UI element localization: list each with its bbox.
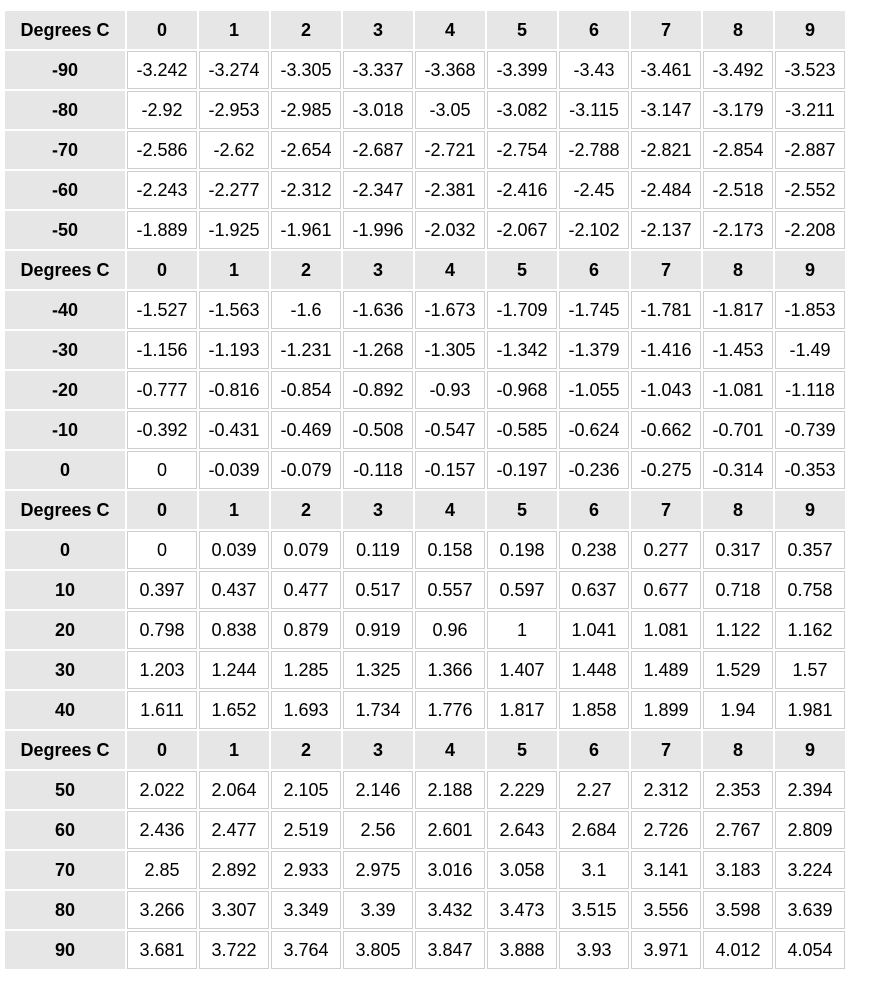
value-cell: -0.547	[415, 411, 485, 449]
header-row	[5, 491, 845, 529]
value-cell: -3.305	[271, 51, 341, 89]
value-cell: -3.274	[199, 51, 269, 89]
value-cell: 0.437	[199, 571, 269, 609]
value-cell: 0.758	[775, 571, 845, 609]
value-cell: -0.118	[343, 451, 413, 489]
value-cell: 2.892	[199, 851, 269, 889]
header-digit-cell: 2	[271, 251, 341, 289]
value-cell: 1.693	[271, 691, 341, 729]
value-cell: 0.238	[559, 531, 629, 569]
value-cell: 3.058	[487, 851, 557, 889]
value-cell: 3.888	[487, 931, 557, 969]
value-cell: -2.137	[631, 211, 701, 249]
value-cell: -2.985	[271, 91, 341, 129]
value-cell: -0.968	[487, 371, 557, 409]
value-cell: -2.243	[127, 171, 197, 209]
table-row	[5, 331, 845, 369]
value-cell: 2.477	[199, 811, 269, 849]
value-cell: -1.745	[559, 291, 629, 329]
value-cell: -2.92	[127, 91, 197, 129]
value-cell: 3.971	[631, 931, 701, 969]
table-row	[5, 291, 845, 329]
header-digit-cell: 6	[559, 491, 629, 529]
value-cell: 2.229	[487, 771, 557, 809]
value-cell: -2.347	[343, 171, 413, 209]
value-cell: 4.012	[703, 931, 773, 969]
value-cell: -0.314	[703, 451, 773, 489]
value-cell: 1.448	[559, 651, 629, 689]
row-label-cell: 90	[5, 931, 125, 969]
value-cell: -1.081	[703, 371, 773, 409]
value-cell: 0.317	[703, 531, 773, 569]
header-digit-cell: 6	[559, 251, 629, 289]
value-cell: 2.643	[487, 811, 557, 849]
value-cell: -2.687	[343, 131, 413, 169]
value-cell: 1.244	[199, 651, 269, 689]
row-label-cell: 60	[5, 811, 125, 849]
row-label-cell: 0	[5, 531, 125, 569]
table-row	[5, 371, 845, 409]
table-row	[5, 691, 845, 729]
page	[3, 9, 847, 971]
value-cell: -2.953	[199, 91, 269, 129]
value-cell: -1.118	[775, 371, 845, 409]
header-digit-cell: 7	[631, 251, 701, 289]
header-digit-cell: 5	[487, 11, 557, 49]
value-cell: 1.041	[559, 611, 629, 649]
value-cell: 2.394	[775, 771, 845, 809]
value-cell: -1.6	[271, 291, 341, 329]
header-digit-cell: 2	[271, 11, 341, 49]
value-cell: 2.27	[559, 771, 629, 809]
value-cell: -3.43	[559, 51, 629, 89]
value-cell: 1.94	[703, 691, 773, 729]
value-cell: -0.431	[199, 411, 269, 449]
row-label-cell: 30	[5, 651, 125, 689]
value-cell: 2.146	[343, 771, 413, 809]
value-cell: 1.285	[271, 651, 341, 689]
value-cell: 3.432	[415, 891, 485, 929]
value-cell: -2.821	[631, 131, 701, 169]
value-cell: 0.277	[631, 531, 701, 569]
header-digit-cell: 4	[415, 731, 485, 769]
value-cell: 0.798	[127, 611, 197, 649]
value-cell: 0.477	[271, 571, 341, 609]
value-cell: -3.337	[343, 51, 413, 89]
value-cell: -3.115	[559, 91, 629, 129]
value-cell: -1.563	[199, 291, 269, 329]
header-digit-cell: 0	[127, 731, 197, 769]
value-cell: -0.392	[127, 411, 197, 449]
value-cell: -1.055	[559, 371, 629, 409]
value-cell: -2.754	[487, 131, 557, 169]
header-digit-cell: 3	[343, 731, 413, 769]
value-cell: 0.079	[271, 531, 341, 569]
value-cell: -0.93	[415, 371, 485, 409]
header-digit-cell: 9	[775, 491, 845, 529]
value-cell: 3.016	[415, 851, 485, 889]
value-cell: 3.224	[775, 851, 845, 889]
value-cell: 3.266	[127, 891, 197, 929]
row-label-cell: -80	[5, 91, 125, 129]
row-label-cell: -60	[5, 171, 125, 209]
value-cell: -3.492	[703, 51, 773, 89]
value-cell: -3.179	[703, 91, 773, 129]
value-cell: 0.597	[487, 571, 557, 609]
value-cell: -3.05	[415, 91, 485, 129]
value-cell: -0.854	[271, 371, 341, 409]
value-cell: 0.517	[343, 571, 413, 609]
value-cell: 2.312	[631, 771, 701, 809]
value-cell: -0.275	[631, 451, 701, 489]
header-digit-cell: 0	[127, 251, 197, 289]
value-cell: 3.349	[271, 891, 341, 929]
value-cell: 3.764	[271, 931, 341, 969]
value-cell: -0.197	[487, 451, 557, 489]
value-cell: 1.899	[631, 691, 701, 729]
header-digit-cell: 3	[343, 251, 413, 289]
value-cell: -1.817	[703, 291, 773, 329]
value-cell: -1.379	[559, 331, 629, 369]
value-cell: -2.887	[775, 131, 845, 169]
header-digit-cell: 5	[487, 491, 557, 529]
table-row	[5, 451, 845, 489]
value-cell: 0.919	[343, 611, 413, 649]
header-digit-cell: 9	[775, 11, 845, 49]
value-cell: -1.193	[199, 331, 269, 369]
value-cell: -0.039	[199, 451, 269, 489]
value-cell: -0.662	[631, 411, 701, 449]
value-cell: 2.975	[343, 851, 413, 889]
header-digit-cell: 7	[631, 491, 701, 529]
value-cell: 2.726	[631, 811, 701, 849]
header-row	[5, 251, 845, 289]
table-row	[5, 91, 845, 129]
value-cell: 1.162	[775, 611, 845, 649]
value-cell: 2.436	[127, 811, 197, 849]
value-cell: 1.817	[487, 691, 557, 729]
value-cell: -2.102	[559, 211, 629, 249]
value-cell: 3.639	[775, 891, 845, 929]
table-row	[5, 51, 845, 89]
value-cell: -1.305	[415, 331, 485, 369]
value-cell: 0.119	[343, 531, 413, 569]
table-row	[5, 851, 845, 889]
value-cell: -2.854	[703, 131, 773, 169]
value-cell: -2.586	[127, 131, 197, 169]
row-label-cell: 80	[5, 891, 125, 929]
value-cell: -0.585	[487, 411, 557, 449]
value-cell: 2.56	[343, 811, 413, 849]
table-row	[5, 571, 845, 609]
header-digit-cell: 8	[703, 491, 773, 529]
value-cell: -0.701	[703, 411, 773, 449]
header-digit-cell: 2	[271, 731, 341, 769]
value-cell: -1.889	[127, 211, 197, 249]
value-cell: -2.484	[631, 171, 701, 209]
value-cell: -0.624	[559, 411, 629, 449]
header-digit-cell: 8	[703, 731, 773, 769]
value-cell: 0	[127, 451, 197, 489]
value-cell: 3.39	[343, 891, 413, 929]
value-cell: -2.312	[271, 171, 341, 209]
value-cell: 1.081	[631, 611, 701, 649]
value-cell: 2.933	[271, 851, 341, 889]
row-label-cell: 20	[5, 611, 125, 649]
value-cell: 3.93	[559, 931, 629, 969]
header-label-cell: Degrees C	[5, 251, 125, 289]
value-cell: -3.211	[775, 91, 845, 129]
value-cell: -2.208	[775, 211, 845, 249]
header-digit-cell: 1	[199, 731, 269, 769]
value-cell: 3.183	[703, 851, 773, 889]
value-cell: 0.397	[127, 571, 197, 609]
value-cell: 2.85	[127, 851, 197, 889]
value-cell: 2.064	[199, 771, 269, 809]
header-digit-cell: 8	[703, 11, 773, 49]
row-label-cell: -90	[5, 51, 125, 89]
table-row	[5, 811, 845, 849]
value-cell: 1.776	[415, 691, 485, 729]
thermocouple-table	[3, 9, 847, 971]
value-cell: -0.236	[559, 451, 629, 489]
value-cell: -2.45	[559, 171, 629, 209]
value-cell: -1.781	[631, 291, 701, 329]
row-label-cell: -20	[5, 371, 125, 409]
table-row	[5, 891, 845, 929]
value-cell: -0.816	[199, 371, 269, 409]
value-cell: -1.342	[487, 331, 557, 369]
header-digit-cell: 8	[703, 251, 773, 289]
value-cell: 0.357	[775, 531, 845, 569]
table-row	[5, 171, 845, 209]
value-cell: 3.805	[343, 931, 413, 969]
table-row	[5, 611, 845, 649]
value-cell: 1.489	[631, 651, 701, 689]
header-digit-cell: 2	[271, 491, 341, 529]
table-row	[5, 411, 845, 449]
value-cell: 1.652	[199, 691, 269, 729]
header-digit-cell: 0	[127, 491, 197, 529]
row-label-cell: -10	[5, 411, 125, 449]
table-row	[5, 211, 845, 249]
value-cell: 0.158	[415, 531, 485, 569]
value-cell: -0.353	[775, 451, 845, 489]
value-cell: 0.677	[631, 571, 701, 609]
value-cell: 0.718	[703, 571, 773, 609]
header-digit-cell: 4	[415, 11, 485, 49]
value-cell: 1.366	[415, 651, 485, 689]
value-cell: -0.469	[271, 411, 341, 449]
value-cell: -1.673	[415, 291, 485, 329]
value-cell: -1.043	[631, 371, 701, 409]
value-cell: 1.858	[559, 691, 629, 729]
header-digit-cell: 6	[559, 731, 629, 769]
value-cell: 1.203	[127, 651, 197, 689]
value-cell: 3.307	[199, 891, 269, 929]
row-label-cell: -40	[5, 291, 125, 329]
value-cell: 0.637	[559, 571, 629, 609]
value-cell: -1.853	[775, 291, 845, 329]
header-digit-cell: 4	[415, 491, 485, 529]
value-cell: 3.556	[631, 891, 701, 929]
value-cell: 0.838	[199, 611, 269, 649]
header-digit-cell: 1	[199, 491, 269, 529]
row-label-cell: 50	[5, 771, 125, 809]
header-label-cell: Degrees C	[5, 491, 125, 529]
value-cell: 1	[487, 611, 557, 649]
value-cell: 2.601	[415, 811, 485, 849]
value-cell: 4.054	[775, 931, 845, 969]
value-cell: 0.039	[199, 531, 269, 569]
value-cell: -1.961	[271, 211, 341, 249]
table-row	[5, 931, 845, 969]
value-cell: 2.105	[271, 771, 341, 809]
value-cell: 1.122	[703, 611, 773, 649]
value-cell: -2.788	[559, 131, 629, 169]
value-cell: -2.721	[415, 131, 485, 169]
row-label-cell: 70	[5, 851, 125, 889]
value-cell: -1.996	[343, 211, 413, 249]
table-row	[5, 131, 845, 169]
table-row	[5, 771, 845, 809]
table-row	[5, 651, 845, 689]
header-digit-cell: 6	[559, 11, 629, 49]
value-cell: 3.473	[487, 891, 557, 929]
value-cell: -1.416	[631, 331, 701, 369]
header-digit-cell: 7	[631, 11, 701, 49]
value-cell: -3.018	[343, 91, 413, 129]
header-digit-cell: 4	[415, 251, 485, 289]
value-cell: -2.067	[487, 211, 557, 249]
value-cell: -2.654	[271, 131, 341, 169]
value-cell: 0.557	[415, 571, 485, 609]
value-cell: 1.325	[343, 651, 413, 689]
value-cell: -1.453	[703, 331, 773, 369]
value-cell: -2.277	[199, 171, 269, 209]
header-digit-cell: 9	[775, 731, 845, 769]
row-label-cell: -30	[5, 331, 125, 369]
value-cell: 2.767	[703, 811, 773, 849]
value-cell: 3.847	[415, 931, 485, 969]
value-cell: 2.684	[559, 811, 629, 849]
value-cell: 3.598	[703, 891, 773, 929]
value-cell: -1.636	[343, 291, 413, 329]
value-cell: -0.892	[343, 371, 413, 409]
header-label-cell: Degrees C	[5, 731, 125, 769]
value-cell: 1.529	[703, 651, 773, 689]
header-digit-cell: 9	[775, 251, 845, 289]
value-cell: -0.079	[271, 451, 341, 489]
value-cell: -0.777	[127, 371, 197, 409]
value-cell: 2.188	[415, 771, 485, 809]
value-cell: -0.739	[775, 411, 845, 449]
value-cell: 3.681	[127, 931, 197, 969]
value-cell: -2.552	[775, 171, 845, 209]
value-cell: -1.268	[343, 331, 413, 369]
row-label-cell: 0	[5, 451, 125, 489]
value-cell: 0.198	[487, 531, 557, 569]
value-cell: -3.461	[631, 51, 701, 89]
value-cell: 2.353	[703, 771, 773, 809]
value-cell: -3.082	[487, 91, 557, 129]
value-cell: -1.527	[127, 291, 197, 329]
value-cell: 1.407	[487, 651, 557, 689]
value-cell: 0.96	[415, 611, 485, 649]
value-cell: 0.879	[271, 611, 341, 649]
value-cell: 1.981	[775, 691, 845, 729]
header-digit-cell: 3	[343, 11, 413, 49]
value-cell: 3.515	[559, 891, 629, 929]
value-cell: 0	[127, 531, 197, 569]
row-label-cell: 40	[5, 691, 125, 729]
value-cell: -0.508	[343, 411, 413, 449]
value-cell: -2.173	[703, 211, 773, 249]
value-cell: -2.62	[199, 131, 269, 169]
value-cell: -2.381	[415, 171, 485, 209]
value-cell: -3.399	[487, 51, 557, 89]
value-cell: 2.519	[271, 811, 341, 849]
value-cell: -2.032	[415, 211, 485, 249]
value-cell: 3.141	[631, 851, 701, 889]
value-cell: -3.242	[127, 51, 197, 89]
header-row	[5, 11, 845, 49]
table-body	[5, 11, 845, 969]
value-cell: -1.925	[199, 211, 269, 249]
value-cell: 1.734	[343, 691, 413, 729]
value-cell: -2.518	[703, 171, 773, 209]
header-digit-cell: 5	[487, 731, 557, 769]
header-digit-cell: 5	[487, 251, 557, 289]
value-cell: -1.709	[487, 291, 557, 329]
value-cell: -1.156	[127, 331, 197, 369]
value-cell: 1.611	[127, 691, 197, 729]
header-label-cell: Degrees C	[5, 11, 125, 49]
value-cell: -3.368	[415, 51, 485, 89]
value-cell: -2.416	[487, 171, 557, 209]
header-digit-cell: 1	[199, 11, 269, 49]
value-cell: -3.147	[631, 91, 701, 129]
header-digit-cell: 7	[631, 731, 701, 769]
row-label-cell: 10	[5, 571, 125, 609]
header-row	[5, 731, 845, 769]
value-cell: -1.49	[775, 331, 845, 369]
value-cell: 3.1	[559, 851, 629, 889]
header-digit-cell: 0	[127, 11, 197, 49]
header-digit-cell: 3	[343, 491, 413, 529]
table-row	[5, 531, 845, 569]
row-label-cell: -70	[5, 131, 125, 169]
value-cell: 1.57	[775, 651, 845, 689]
value-cell: -0.157	[415, 451, 485, 489]
value-cell: 2.809	[775, 811, 845, 849]
value-cell: 3.722	[199, 931, 269, 969]
value-cell: 2.022	[127, 771, 197, 809]
row-label-cell: -50	[5, 211, 125, 249]
value-cell: -1.231	[271, 331, 341, 369]
header-digit-cell: 1	[199, 251, 269, 289]
value-cell: -3.523	[775, 51, 845, 89]
